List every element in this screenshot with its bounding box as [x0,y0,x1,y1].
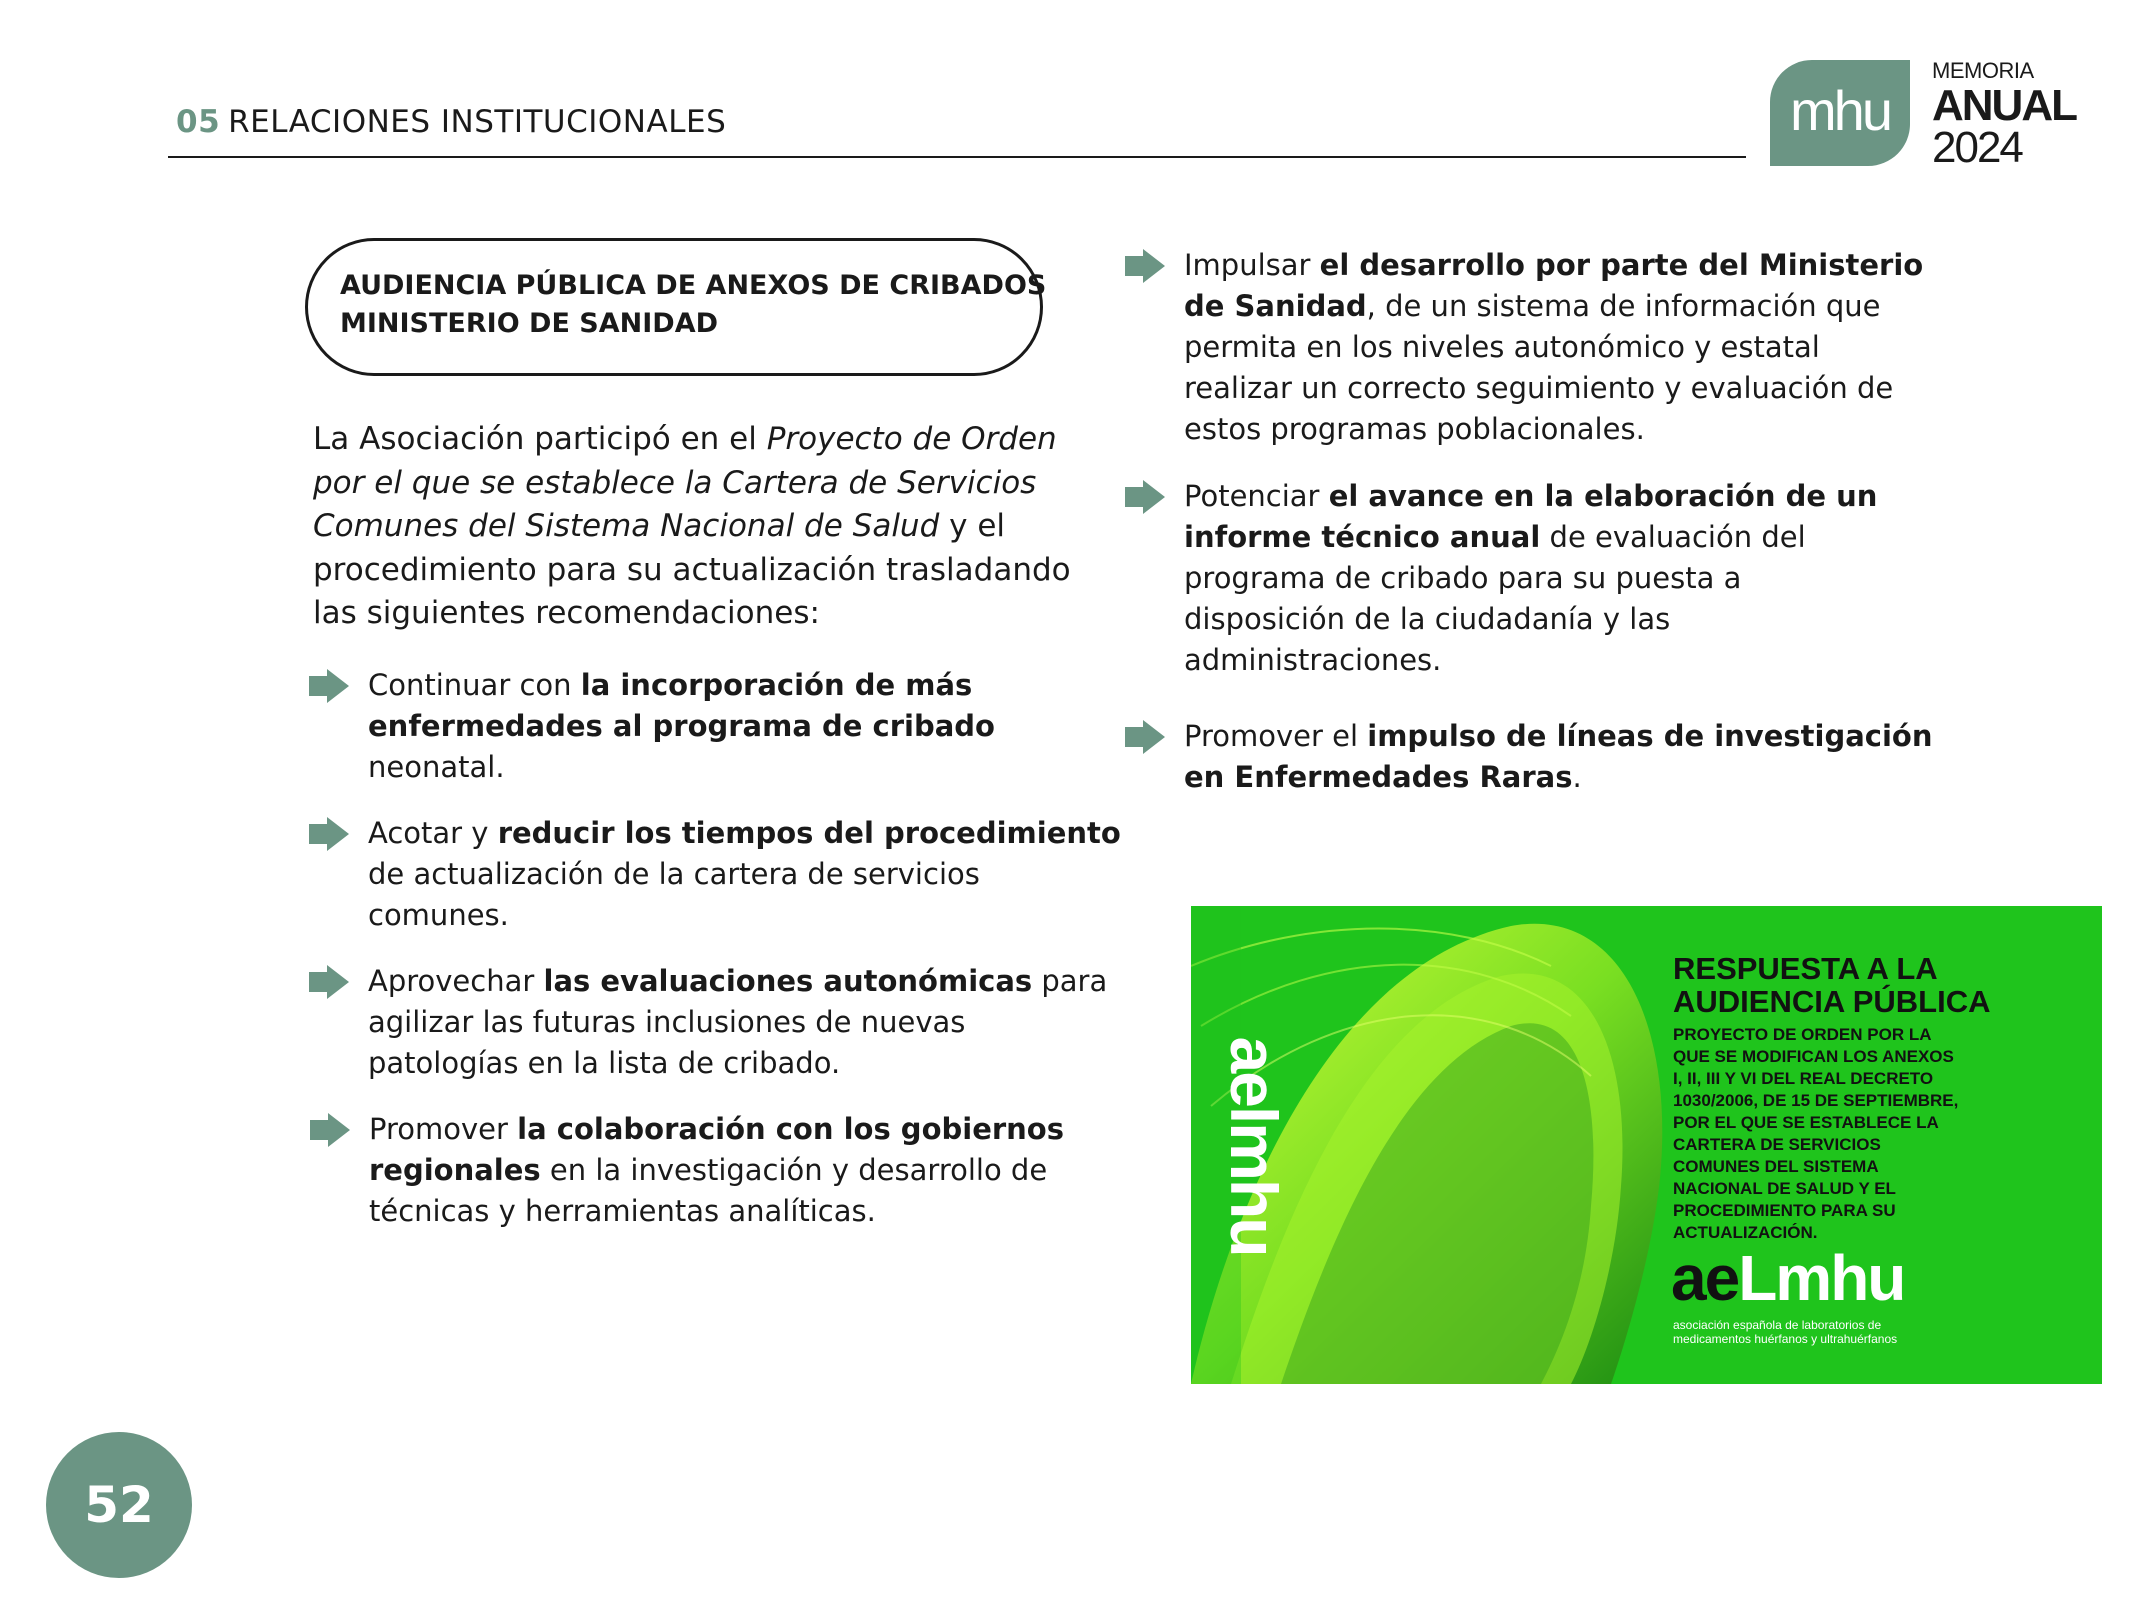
bullet-text: . [1572,760,1582,794]
arrow-bullet-icon [1125,480,1165,514]
section-header [176,104,726,140]
bullet-bold: informe técnico anual [1184,520,1541,554]
anual-label: ANUAL [1932,81,2076,130]
mhu-logo-icon [1770,60,1910,166]
bullet-text: administraciones. [1184,643,1442,677]
bullet-text: Promover el [1184,719,1368,753]
arrow-bullet-icon [309,965,349,999]
banner-body-line: CARTERA DE SERVICIOS [1673,1135,1881,1154]
banner-body-line: I, II, III Y VI DEL REAL DECRETO [1673,1069,1934,1088]
bullet-text: estos programas poblacionales. [1184,412,1645,446]
intro-text: las siguientes recomendaciones: [313,595,820,631]
bullet-bold: la incorporación de más [580,668,973,702]
bullet-text: Acotar y [368,816,498,850]
bullet-item [1184,245,1924,450]
intro-italic: Comunes del Sistema Nacional de Salud [313,508,940,544]
aelmhu-tagline-line: medicamentos huérfanos y ultrahuérfanos [1673,1332,1898,1346]
aelmhu-logo [1671,1242,1905,1314]
banner-title-line-1: RESPUESTA A LA [1673,951,1938,986]
bullet-text: disposición de la ciudadanía y las [1184,602,1671,636]
arrow-bullet-icon [1125,720,1165,754]
bullet-text: , de un sistema de información que [1366,289,1881,323]
aelmhu-tagline [1673,1318,1897,1346]
bullet-text: programa de cribado para su puesta a [1184,561,1742,595]
page-number: 52 [46,1432,192,1578]
arrow-bullet-icon [309,817,349,851]
bullet-text: de actualización de la cartera de servicios [368,857,980,891]
bullet-bold: enfermedades al programa de cribado [368,709,995,743]
bullet-bold: regionales [369,1153,541,1187]
banner-title [1673,952,2093,1244]
section-title: RELACIONES INSTITUCIONALES [228,104,727,140]
bullet-text: para [1032,964,1108,998]
memoria-label: MEMORIA [1932,58,2034,83]
banner-body [1673,1024,2093,1244]
banner-body-line: PROYECTO DE ORDEN POR LA [1673,1025,1932,1044]
audiencia-publica-banner [1191,906,2102,1384]
banner-body-line: COMUNES DEL SISTEMA [1673,1157,1879,1176]
bullet-text: patologías en la lista de cribado. [368,1046,841,1080]
bullet-item [369,1109,1064,1232]
year-label: 2024 [1932,123,2022,172]
intro-text: procedimiento para su actualización trasladando [313,551,1071,588]
bullet-bold: el avance en la elaboración de un [1328,479,1878,513]
bullet-text: comunes. [368,898,509,932]
banner-body-line: NACIONAL DE SALUD Y EL [1673,1179,1896,1198]
intro-italic: por el que se establece la Cartera de Servicios [313,464,1037,501]
banner-title-line-2: AUDIENCIA PÚBLICA [1673,984,1991,1019]
intro-italic: Proyecto de Orden [766,421,1057,457]
bullet-bold: en Enfermedades Raras [1184,760,1573,794]
bullet-text: realizar un correcto seguimiento y evaluación de [1184,371,1894,405]
bullet-bold: reducir los tiempos del procedimiento [497,816,1121,850]
section-heading-pill [305,238,1047,376]
aelmhu-tagline-line: asociación española de laboratorios de [1673,1318,1882,1332]
aelmhu-logo-ae: ae [1671,1242,1739,1314]
intro-text: y el [939,508,1006,544]
banner-body-line: POR EL QUE SE ESTABLECE LA [1673,1113,1939,1132]
bullet-bold: la colaboración con los gobiernos [517,1112,1064,1146]
bullet-item [1184,716,1933,798]
bullet-item [1184,476,1878,681]
aelmhu-logo-lmhu: Lmhu [1738,1242,1905,1314]
bullet-bold: impulso de líneas de investigación [1367,719,1933,753]
arrow-bullet-icon [1125,249,1165,283]
intro-text: La Asociación participó en el [313,421,767,457]
memoria-anual [1932,60,2076,170]
bullet-text: Potenciar [1184,479,1329,513]
bullet-item [368,961,1108,1084]
pill-line-2: MINISTERIO DE SANIDAD [340,308,719,339]
bullet-item [368,665,1058,788]
banner-body-line: PROCEDIMIENTO PARA SU [1673,1201,1896,1220]
bullet-text: de evaluación del [1540,520,1806,554]
bullet-text: agilizar las futuras inclusiones de nuevas [368,1005,966,1039]
intro-paragraph [313,418,1071,636]
arrow-bullet-icon [309,669,349,703]
bullet-item [368,813,1121,936]
bullet-text: Impulsar [1184,248,1320,282]
section-number: 05 [176,104,221,140]
bullet-bold: el desarrollo por parte del Ministerio [1319,248,1924,282]
banner-body-line: QUE SE MODIFICAN LOS ANEXOS [1673,1047,1954,1066]
bullet-text: en la investigación y desarrollo de [540,1153,1048,1187]
bullet-text: técnicas y herramientas analíticas. [369,1194,876,1228]
banner-body-line: ACTUALIZACIÓN. [1673,1223,1818,1242]
aelmhu-vertical-logo: aelmhu [1217,1036,1291,1256]
bullet-text: permita en los niveles autonómico y estatal [1184,330,1820,364]
bullet-text: neonatal. [368,750,505,784]
mhu-logo-text: mhu [1790,79,1890,142]
bullet-text: Continuar con [368,668,581,702]
header-divider [168,156,1746,158]
pill-line-1: AUDIENCIA PÚBLICA DE ANEXOS DE CRIBADOS [340,270,1047,301]
banner-body-line: 1030/2006, DE 15 DE SEPTIEMBRE, [1673,1091,1959,1110]
bullet-bold: de Sanidad [1184,289,1367,323]
bullet-text: Aprovechar [368,964,544,998]
bullet-text: Promover [369,1112,518,1146]
arrow-bullet-icon [310,1113,350,1147]
mhu-logo [1770,60,1910,166]
bullet-bold: las evaluaciones autonómicas [543,964,1033,998]
